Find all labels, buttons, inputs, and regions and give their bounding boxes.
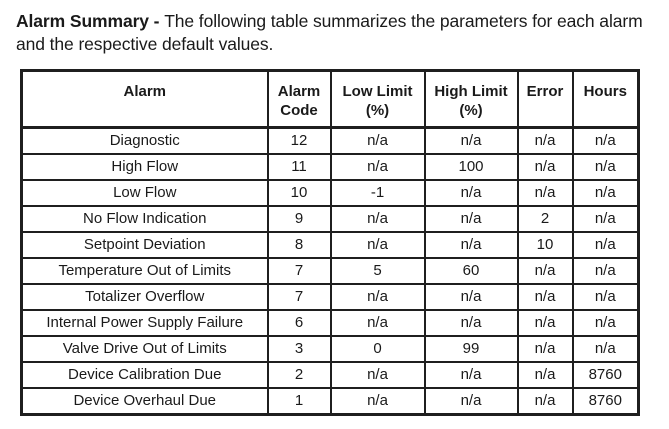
- cell-error: n/a: [518, 388, 573, 415]
- cell-high-limit: n/a: [425, 232, 518, 258]
- cell-error: n/a: [518, 336, 573, 362]
- cell-alarm: Diagnostic: [22, 128, 268, 155]
- cell-hours: n/a: [573, 258, 639, 284]
- cell-alarm: Totalizer Overflow: [22, 284, 268, 310]
- cell-code: 10: [268, 180, 331, 206]
- table-header-row: [22, 71, 639, 128]
- cell-alarm: Device Calibration Due: [22, 362, 268, 388]
- table-row: [22, 362, 639, 388]
- table-row: [22, 128, 639, 155]
- cell-hours: n/a: [573, 154, 639, 180]
- cell-hours: n/a: [573, 128, 639, 155]
- cell-alarm: Setpoint Deviation: [22, 232, 268, 258]
- cell-code: 1: [268, 388, 331, 415]
- table-row: [22, 154, 639, 180]
- cell-code: 11: [268, 154, 331, 180]
- cell-hours: 8760: [573, 388, 639, 415]
- cell-error: n/a: [518, 128, 573, 155]
- cell-hours: n/a: [573, 180, 639, 206]
- cell-code: 7: [268, 284, 331, 310]
- cell-code: 2: [268, 362, 331, 388]
- cell-low-limit: 5: [331, 258, 425, 284]
- cell-low-limit: n/a: [331, 154, 425, 180]
- cell-low-limit: n/a: [331, 362, 425, 388]
- cell-high-limit: n/a: [425, 284, 518, 310]
- header-alarm: [22, 71, 268, 128]
- cell-high-limit: n/a: [425, 362, 518, 388]
- table-row: [22, 388, 639, 415]
- cell-high-limit: 100: [425, 154, 518, 180]
- cell-low-limit: -1: [331, 180, 425, 206]
- cell-high-limit: n/a: [425, 310, 518, 336]
- cell-error: n/a: [518, 284, 573, 310]
- cell-alarm: No Flow Indication: [22, 206, 268, 232]
- cell-error: n/a: [518, 310, 573, 336]
- table-row: [22, 336, 639, 362]
- section-title: Alarm Summary -: [16, 11, 165, 31]
- alarm-summary-table: [20, 69, 640, 416]
- cell-high-limit: n/a: [425, 180, 518, 206]
- cell-alarm: Valve Drive Out of Limits: [22, 336, 268, 362]
- cell-error: n/a: [518, 180, 573, 206]
- table-row: [22, 284, 639, 310]
- cell-error: n/a: [518, 258, 573, 284]
- cell-low-limit: n/a: [331, 310, 425, 336]
- table-row: [22, 232, 639, 258]
- cell-alarm: Low Flow: [22, 180, 268, 206]
- table-row: [22, 206, 639, 232]
- header-low-limit: [331, 71, 425, 128]
- cell-error: n/a: [518, 154, 573, 180]
- header-error: [518, 71, 573, 128]
- cell-high-limit: 60: [425, 258, 518, 284]
- cell-low-limit: n/a: [331, 284, 425, 310]
- header-low-line2: (%): [365, 102, 390, 119]
- cell-code: 7: [268, 258, 331, 284]
- cell-low-limit: n/a: [331, 128, 425, 155]
- cell-hours: 8760: [573, 362, 639, 388]
- intro-text: The following table summarizes the parameters for each alarm and the respective default values.: [16, 11, 643, 54]
- cell-high-limit: n/a: [425, 388, 518, 415]
- header-high-line1: High Limit: [434, 83, 508, 100]
- intro-paragraph: [16, 10, 656, 56]
- cell-low-limit: 0: [331, 336, 425, 362]
- cell-hours: n/a: [573, 336, 639, 362]
- cell-low-limit: n/a: [331, 232, 425, 258]
- header-alarm-label: Alarm: [123, 83, 167, 100]
- table-row: [22, 310, 639, 336]
- header-code-line1: Alarm: [277, 83, 321, 100]
- cell-code: 12: [268, 128, 331, 155]
- header-alarm-code: [268, 71, 331, 128]
- cell-code: 6: [268, 310, 331, 336]
- header-high-line2: (%): [459, 102, 483, 119]
- cell-high-limit: n/a: [425, 206, 518, 232]
- cell-low-limit: n/a: [331, 206, 425, 232]
- cell-alarm: Device Overhaul Due: [22, 388, 268, 415]
- cell-hours: n/a: [573, 310, 639, 336]
- cell-code: 9: [268, 206, 331, 232]
- cell-hours: n/a: [573, 232, 639, 258]
- header-hours: [573, 71, 639, 128]
- cell-code: 8: [268, 232, 331, 258]
- cell-alarm: Temperature Out of Limits: [22, 258, 268, 284]
- cell-alarm: High Flow: [22, 154, 268, 180]
- header-code-line2: Code: [280, 102, 318, 119]
- header-hours-label: Hours: [583, 83, 627, 100]
- cell-hours: n/a: [573, 284, 639, 310]
- cell-high-limit: 99: [425, 336, 518, 362]
- cell-error: n/a: [518, 362, 573, 388]
- cell-low-limit: n/a: [331, 388, 425, 415]
- cell-code: 3: [268, 336, 331, 362]
- cell-high-limit: n/a: [425, 128, 518, 155]
- header-error-label: Error: [526, 83, 564, 100]
- cell-error: 10: [518, 232, 573, 258]
- table-row: [22, 258, 639, 284]
- cell-alarm: Internal Power Supply Failure: [22, 310, 268, 336]
- cell-error: 2: [518, 206, 573, 232]
- header-high-limit: [425, 71, 518, 128]
- header-low-line1: Low Limit: [342, 83, 413, 100]
- table-row: [22, 180, 639, 206]
- cell-hours: n/a: [573, 206, 639, 232]
